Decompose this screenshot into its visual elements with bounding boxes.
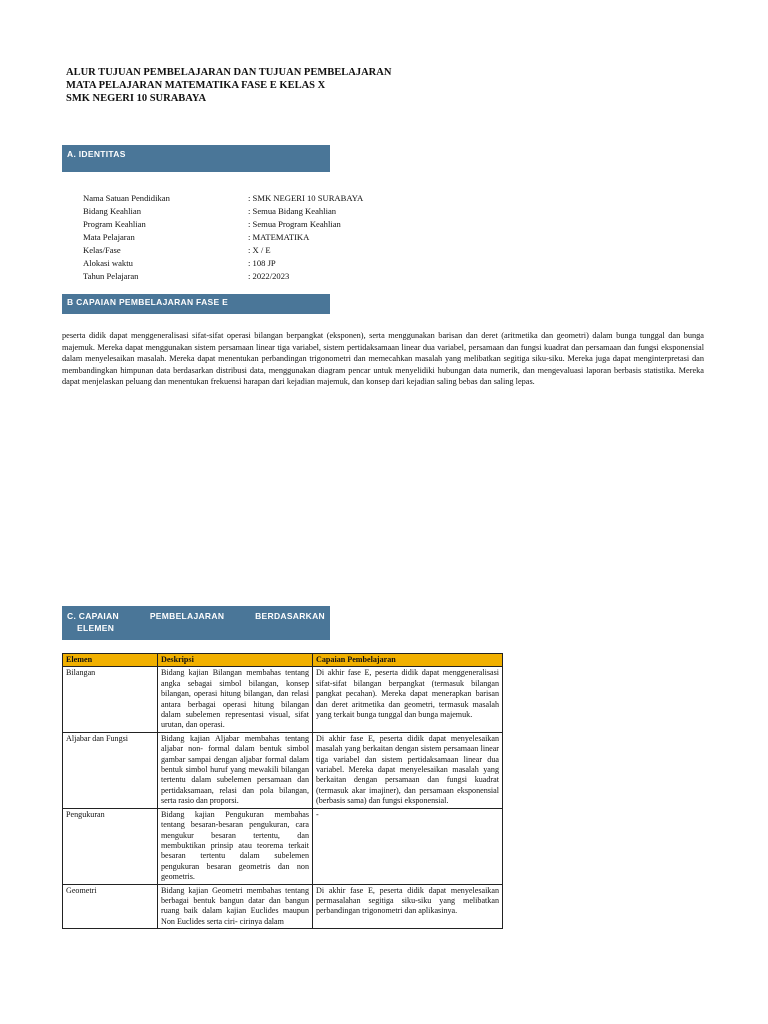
identity-row [83,231,363,244]
cell-capaian: Di akhir fase E, peserta didik dapat menyelesaikan permasalahan segitiga siku-siku yang melibatkan perbandingan trigonometri dan aplikasinya. [313,884,503,929]
section-a-header: A. IDENTITAS [62,145,330,172]
cell-elemen: Pengukuran [63,808,158,884]
cell-deskripsi: Bidang kajian Aljabar membahas tentang aljabar non- formal dalam bentuk simbol gambar sampai dengan aljabar formal dalam bentuk simbol huruf yang mewakili bilangan tertentu dalam subelemen persamaan dan pertidaksamaan, relasi dan pola bilangan, serta rasio dan proporsi. [158,732,313,808]
cell-elemen: Bilangan [63,667,158,732]
capaian-paragraph: peserta didik dapat menggeneralisasi sifat-sifat operasi bilangan berpangkat (eksponen), serta menggunakan barisan dan deret (aritmetika dan geometri) dalam bunga tunggal dan bunga majemuk. Mereka dapat menggunakan sistem persamaan linear tiga variabel, sistem pertidaksamaan linear dua variabel, persamaan dan fungsi kuadrat dan persamaan dan fungsi eksponensial dalam menyelesaikan masalah. Mereka dapat menentukan perbandingan trigonometri dan memecahkan masalah yang melibatkan segitiga siku-siku. Mereka juga dapat menginterpretasi dan membandingkan himpunan data berdasarkan distribusi data, menggunakan diagram pencar untuk menyelidiki hubungan data numerik, dan mengevaluasi laporan berbasis statistika. Mereka dapat menjelaskan peluang dan menentukan frekuensi harapan dari kejadian majemuk, dan konsep dari kejadian saling bebas dan saling lepas. [62,331,704,387]
table-row [63,808,503,884]
identity-label: Nama Satuan Pendidikan [83,193,170,203]
identity-value: : X / E [248,245,271,255]
document-title [66,66,391,105]
cell-capaian: Di akhir fase E, peserta didik dapat menggeneralisasi sifat-sifat bilangan berpangkat (termasuk bilangan pangkat pecahan). Mereka dapat menerapkan barisan dan deret aritmetika dan geometri, termasuk masalah yang terkait bunga tunggal dan bunga majemuk. [313,667,503,732]
cell-capaian: - [313,808,503,884]
column-header-elemen: Elemen [63,654,158,667]
identity-value: : Semua Program Keahlian [248,219,341,229]
identity-row [83,205,363,218]
identity-row [83,218,363,231]
cell-deskripsi: Bidang kajian Geometri membahas tentang berbagai bentuk bangun datar dan bangun ruang baik dalam kajian Euclides maupun Non Euclides serta ciri- cirinya dalam [158,884,313,929]
section-b-header: B CAPAIAN PEMBELAJARAN FASE E [62,294,330,314]
identity-value: : 2022/2023 [248,271,290,281]
cell-elemen: Geometri [63,884,158,929]
table-row [63,667,503,732]
title-line-2: MATA PELAJARAN MATEMATIKA FASE E KELAS X [66,80,326,91]
identity-row [83,257,363,270]
identity-label: Bidang Keahlian [83,206,141,216]
identity-row [83,192,363,205]
identity-row [83,244,363,257]
title-line-1: ALUR TUJUAN PEMBELAJARAN DAN TUJUAN PEMBELAJARAN [66,67,392,78]
identity-value: : SMK NEGERI 10 SURABAYA [248,193,364,203]
table-row [63,732,503,808]
section-c-word: PEMBELAJARAN [149,611,225,621]
elemen-table [62,653,503,929]
section-c-word: BERDASARKAN [255,611,325,621]
identity-label: Alokasi waktu [83,258,133,268]
identity-row [83,270,363,283]
section-c-header [62,606,330,640]
cell-elemen: Aljabar dan Fungsi [63,732,158,808]
cell-capaian: Di akhir fase E, peserta didik dapat menyelesaikan masalah yang berkaitan dengan sistem persamaan linear tiga variabel dan sistem pertidaksamaan linear dua variabel. Mereka dapat menyelesaikan masalah yang berkaitan dengan persamaan dan fungsi kuadrat (termasuk akar imajiner), dan persamaan eksponensial (berbasis sama) dan fungsi eksponensial. [313,732,503,808]
section-c-word: C. CAPAIAN [67,611,119,621]
column-header-deskripsi: Deskripsi [158,654,313,667]
identity-list [83,192,363,283]
section-c-word: ELEMEN [77,623,115,633]
title-line-3: SMK NEGERI 10 SURABAYA [66,93,207,104]
identity-label: Mata Pelajaran [83,232,135,242]
identity-label: Kelas/Fase [83,245,121,255]
table-header-row [63,654,503,667]
cell-deskripsi: Bidang kajian Pengukuran membahas tentang besaran-besaran pengukuran, cara mengukur besaran tertentu, dan membuktikan prinsip atau teorema terkait besaran tertentu dalam subelemen pengukuran besaran geometris dan non geometris. [158,808,313,884]
identity-value: : 108 JP [248,258,276,268]
identity-label: Program Keahlian [83,219,146,229]
cell-deskripsi: Bidang kajian Bilangan membahas tentang angka sebagai simbol bilangan, konsep bilangan, operasi hitung bilangan, dan relasi antara berbagai operasi hitung bilangan dalam subelemen representasi visual, sifat urutan, dan operasi. [158,667,313,732]
identity-value: : Semua Bidang Keahlian [248,206,337,216]
identity-label: Tahun Pelajaran [83,271,139,281]
identity-value: : MATEMATIKA [248,232,310,242]
column-header-capaian: Capaian Pembelajaran [313,654,503,667]
table-row [63,884,503,929]
